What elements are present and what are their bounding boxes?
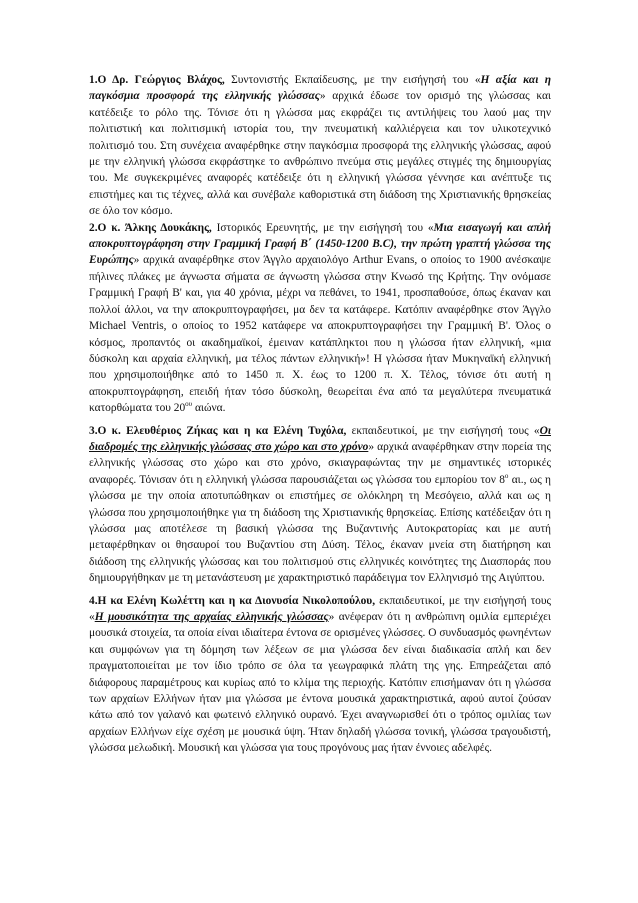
section-number: 4. bbox=[89, 594, 98, 607]
section-number: 1. bbox=[89, 74, 98, 86]
paragraph-text: » αρχικά αναφέρθηκε στον Άγγλο αρχαιολόγο Arthur Evans, ο οποίος το 1900 ανέσκαψε πήλινες πλάκες με άγνωστα σήματα σε άγνωστη γλώσσα στην Κνωσό της Κρήτης. Την ονόμασε Γραμμική Γραφή Β' και, για 40 χρόνια, μέχρι να πεθάνει, το 1941, προσπαθούσε, όπως έκαναν και πολλοί άλλοι, να την αποκρυπτογραφήσει, μα δεν τα κατάφερε. Κατόπιν αναφέρθηκε στον Άγγλο Michael Ventris, ο οποίος το 1952 κατάφερε να αποκρυπτογραφήσει την Γραμμική Β'. Όλος ο κόσμος, προπαντός οι ακαδημαϊκοί, έμειναν κατάπληκτοι που η γλώσσα ήταν ελληνική, «μια δύσκολη και αρχαία ελληνική, μα τέλος πάντων ελληνική»! Η γλώσσα ήταν Μυκηναϊκή ελληνική που χρησιμοποιήθηκε από το 1450 π. Χ. έως το 1200 π. Χ. Τέλος, τόνισε ότι αυτή η αποκρυπτογράφηση, επειδή ήταν τόσο δύσκολη, θεωρείται ένα από τα μεγαλύτερα πνευματικά κατορθώματα του 20 bbox=[89, 254, 551, 415]
speaker-name: Ο κ. Άλκης Δουκάκης, bbox=[97, 221, 212, 234]
paragraph-text: Ιστορικός Ερευνητής, με την εισήγησή του « bbox=[211, 221, 434, 234]
section-4 bbox=[89, 593, 551, 757]
section-number: 3. bbox=[89, 424, 98, 437]
talk-title: Μια εισαγωγή και απλή αποκρυπτογράφηση στην Γραμμική Γραφή Β΄ (1450-1200 B.C), την πρώτη γραπτή γλώσσα της Ευρώπης bbox=[89, 221, 551, 267]
paragraph-text: Συντονιστής Εκπαίδευσης, με την εισήγησή του « bbox=[224, 74, 481, 86]
speaker-name: Η κα Ελένη Κωλέττη και η κα Διονυσία Νικολοπούλου, bbox=[97, 594, 376, 607]
speaker-name: Ο Δρ. Γεώργιος Βλάχος, bbox=[97, 74, 225, 86]
paragraph-text: εκπαιδευτικοί, με την εισήγησή τους « bbox=[89, 594, 551, 623]
paragraph-text: » ανέφεραν ότι η ανθρώπινη ομιλία εμπεριέχει μουσικά στοιχεία, τα οποία είναι ιδιαίτερα έντονα σε ορισμένες γλώσσες. Ο συνδυασμός φωνηέντων και συμφώνων για τη δόμηση των λέξεων σε μια γλώσσα δεν είναι διαδικασία απλή και δεν πραγματοποιείται με τον ίδιο τρόπο σε όλα τα γεωγραφικά πλάτη της γης. Επηρεάζεται από διάφορους παραμέτρους και κυρίως από το κλίμα της περιοχής. Κατόπιν επισήμαναν ότι η γλώσσα των αρχαίων Ελλήνων ήταν μια γλώσσα με έντονα μουσικά χαρακτηριστικά, αφού αυτοί ζούσαν κάτω από τον γαλανό και φωτεινό ελληνικό ουρανό. Έχει αναγνωρισθεί ότι ο τρόπος ομιλίας των αρχαίων Ελλήνων είχε σχέση με μουσικά ύψη. Ήταν δηλαδή γλώσσα τονική, γλώσσα τραγουδιστή, γλώσσα μελωδική. Μουσική και γλώσσα για τους προγόνους μας ήταν έννοιες αδελφές. bbox=[89, 611, 551, 755]
paragraph-text: » αρχικά αναφέρθηκαν στην πορεία της ελληνικής γλώσσας στο χώρο και στο χρόνο, σκιαγραφώντας την με σημαντικές ιστορικές αναφορές. Τόνισαν ότι η ελληνική γλώσσα παρουσιάζεται ως γλώσσα του εμπορίου τον 8 bbox=[89, 440, 551, 486]
section-2 bbox=[89, 220, 551, 417]
paragraph-text: » αρχικά έδωσε τον ορισμό της γλώσσας και κατέδειξε το ρόλο της. Τόνισε ότι η γλώσσα μας εκφράζει τις αντιλήψεις του λαού μας την πολιτιστική και πολιτισμική ιστορία του, την πνευματική καλλιέργεια και τον υλικοτεχνικό πολιτισμό του. Στη συνέχεια αναφέρθηκε στην παγκόσμια προσφορά της ελληνικής γλώσσας, αφού με την ελληνική γλώσσα εκφράστηκε το ανθρώπινο πνεύμα στις μεγάλες στιγμές της δημιουργίας του. Με συγκεκριμένες αναφορές κατέδειξε ότι η ελληνική γλώσσα γέννησε και ανέπτυξε τις επιστήμες και τις τέχνες, αλλά και συνέβαλε καθοριστικά στη διάδοση της Χριστιανικής θρησκείας σε όλο τον κόσμο. bbox=[89, 90, 552, 218]
speaker-name: Ο κ. Ελευθέριος Ζήκας και η κα Ελένη Τυχόλα, bbox=[97, 424, 347, 437]
section-1 bbox=[89, 72, 551, 220]
document-page bbox=[89, 72, 551, 757]
paragraph-text: εκπαιδευτικοί, με την εισήγησή τους « bbox=[346, 424, 540, 437]
superscript: ου bbox=[185, 400, 193, 409]
paragraph-text: αι., ως η γλώσσα με την οποία αποτυπώθηκαν οι επιστήμες σε ολόκληρη τη Μεσόγειο, αλλά και ως η γλώσσα που χρησιμοποιήθηκε για τη διάδοση της Χριστιανικής θρησκείας. Επίσης κατέδειξαν ότι η γλώσσα μας αποτέλεσε τη βασική γλώσσα της Βυζαντινής Αυτοκρατορίας και με αυτή μεταφέρθηκαν οι θησαυροί του Βυζαντίου στη Δύση. Τέλος, έκαναν μνεία στη διατήρηση και διάδοση της ελληνικής γλώσσας και του πολιτισμού στις ελληνικές κοινότητες της Διασποράς που δημιουργήθηκαν με τη μετανάστευση με χαρακτηριστικό παράδειγμα τον Ελληνισμό της Αιγύπτου. bbox=[89, 473, 551, 585]
section-number: 2. bbox=[89, 221, 98, 234]
section-3 bbox=[89, 423, 551, 587]
talk-title: Η μουσικότητα της αρχαίας ελληνικής γλώσσας bbox=[94, 611, 329, 623]
paragraph-text: αιώνα. bbox=[192, 402, 226, 415]
superscript: ο bbox=[504, 471, 509, 480]
talk-title: Οι διαδρομές της ελληνικής γλώσσας στο χώρο και στο χρόνο bbox=[89, 424, 551, 453]
talk-title: Η αξία και η παγκόσμια προσφορά της ελληνικής γλώσσας bbox=[89, 74, 551, 103]
